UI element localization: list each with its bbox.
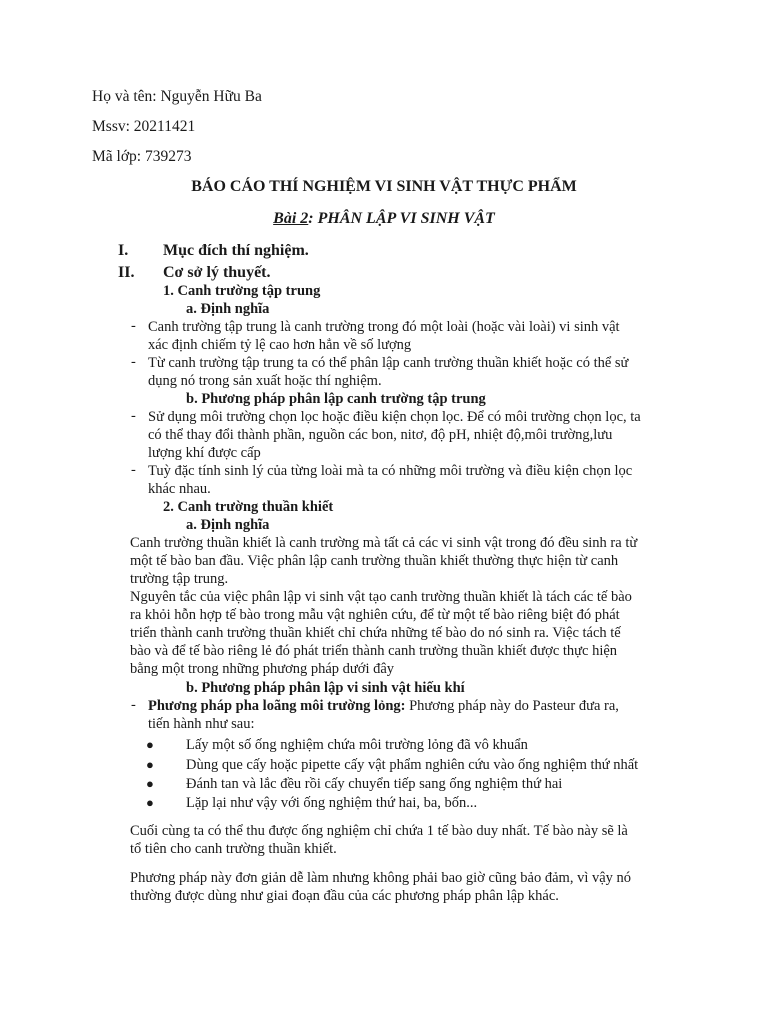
- paragraph-line: Nguyên tắc của việc phân lập vi sinh vật tạo canh trường thuần khiết là tách các tế bào: [130, 589, 632, 605]
- list-item: Đánh tan và lắc đều rồi cấy chuyển tiếp sang ống nghiệm thứ hai: [186, 776, 563, 792]
- paragraph-line: trường tập trung.: [130, 571, 229, 587]
- bullet-icon: ●: [146, 757, 154, 772]
- section-1-number: I.: [118, 242, 129, 259]
- paragraph-line: Sử dụng môi trường chọn lọc hoặc điều kiện chọn lọc. Để có môi trường chọn lọc, ta: [148, 409, 641, 425]
- paragraph-line: bằng một trong những phương pháp dưới đây: [130, 661, 395, 677]
- report-title: BÁO CÁO THÍ NGHIỆM VI SINH VẬT THỰC PHẨM: [191, 178, 577, 195]
- paragraph-line: Cuối cùng ta có thể thu được ống nghiệm chỉ chứa 1 tế bào duy nhất. Tế bào này sẽ là: [130, 823, 628, 839]
- paragraph-line: Từ canh trường tập trung ta có thể phân lập canh trường thuần khiết hoặc có thể sử: [148, 355, 629, 371]
- subsection-2b-heading: b. Phương pháp phân lập vi sinh vật hiếu khí: [186, 680, 465, 696]
- paragraph-line: tiến hành như sau:: [148, 716, 255, 732]
- bullet-icon: ●: [146, 737, 154, 752]
- paragraph-line: dụng nó trong sản xuất hoặc thí nghiệm.: [148, 373, 382, 389]
- dash-marker: -: [131, 462, 136, 478]
- paragraph-line: có thể thay đổi thành phần, nguồn các bon, nitơ, độ pH, nhiệt độ,môi trường,lưu: [148, 427, 613, 443]
- class-code: Mã lớp: 739273: [92, 148, 192, 165]
- bullet-icon: ●: [146, 795, 154, 810]
- paragraph-line: lượng khí được cấp: [148, 445, 261, 461]
- subsection-1b-heading: b. Phương pháp phân lập canh trường tập trung: [186, 391, 486, 407]
- paragraph-line: tổ tiên cho canh trường thuần khiết.: [130, 841, 337, 857]
- method-line: [148, 697, 619, 715]
- dash-marker: -: [131, 408, 136, 424]
- paragraph-line: Phương pháp này đơn giản dễ làm nhưng không phải bao giờ cũng bảo đảm, vì vậy nó: [130, 870, 632, 886]
- dash-marker: -: [131, 354, 136, 370]
- lesson-title: : PHÂN LẬP VI SINH VẬT: [308, 210, 495, 227]
- subsection-2a-heading: a. Định nghĩa: [186, 517, 270, 533]
- paragraph-line: một tế bào ban đầu. Việc phân lập canh trường thuần khiết thường thực hiện từ canh: [130, 553, 619, 569]
- method-description: Phương pháp này do Pasteur đưa ra,: [405, 698, 619, 714]
- bullet-icon: ●: [146, 776, 154, 791]
- section-2-number: II.: [118, 264, 135, 281]
- method-name: Phương pháp pha loãng môi trường lỏng:: [148, 698, 406, 714]
- student-id: Mssv: 20211421: [92, 118, 196, 135]
- paragraph-line: bào và để tế bào riêng lẻ đó phát triển thành canh trường thuần khiết được thực hiện: [130, 643, 618, 659]
- list-item: Lặp lại như vậy với ống nghiệm thứ hai, ba, bốn...: [186, 795, 478, 811]
- paragraph-line: ra khỏi hỗn hợp tế bào trong mẫu vật nghiên cứu, để từ một tế bào riêng biệt đó phát: [130, 607, 620, 623]
- paragraph-line: xác định chiếm tỷ lệ cao hơn hẳn về số lượng: [148, 337, 412, 353]
- paragraph-line: Tuỳ đặc tính sinh lý của từng loài mà ta có những môi trường và điều kiện chọn lọc: [148, 463, 633, 479]
- paragraph-line: thường được dùng như giai đoạn đầu của các phương pháp phân lập khác.: [130, 888, 559, 904]
- report-subtitle: [0, 210, 768, 228]
- list-item: Dùng que cấy hoặc pipette cấy vật phẩm nghiên cứu vào ống nghiệm thứ nhất: [186, 757, 639, 773]
- section-1-title: Mục đích thí nghiệm.: [163, 242, 309, 259]
- paragraph-line: triển thành canh trường thuần khiết chỉ chứa những tế bào do nó sinh ra. Việc tách tế: [130, 625, 621, 641]
- subsection-1a-heading: a. Định nghĩa: [186, 301, 270, 317]
- dash-marker: -: [131, 697, 136, 713]
- paragraph-line: Canh trường thuần khiết là canh trường mà tất cả các vi sinh vật trong đó đều sinh ra từ: [130, 535, 638, 551]
- section-2-title: Cơ sở lý thuyết.: [163, 264, 271, 281]
- subsection-1-heading: 1. Canh trường tập trung: [163, 283, 321, 299]
- dash-marker: -: [131, 318, 136, 334]
- paragraph-line: Canh trường tập trung là canh trường trong đó một loài (hoặc vài loài) vi sinh vật: [148, 319, 620, 335]
- list-item: Lấy một số ống nghiệm chứa môi trường lỏng đã vô khuẩn: [186, 737, 528, 753]
- student-name: Họ và tên: Nguyễn Hữu Ba: [92, 88, 262, 105]
- lesson-label: Bài 2: [273, 210, 309, 227]
- subsection-2-heading: 2. Canh trường thuần khiết: [163, 499, 334, 515]
- paragraph-line: khác nhau.: [148, 481, 211, 497]
